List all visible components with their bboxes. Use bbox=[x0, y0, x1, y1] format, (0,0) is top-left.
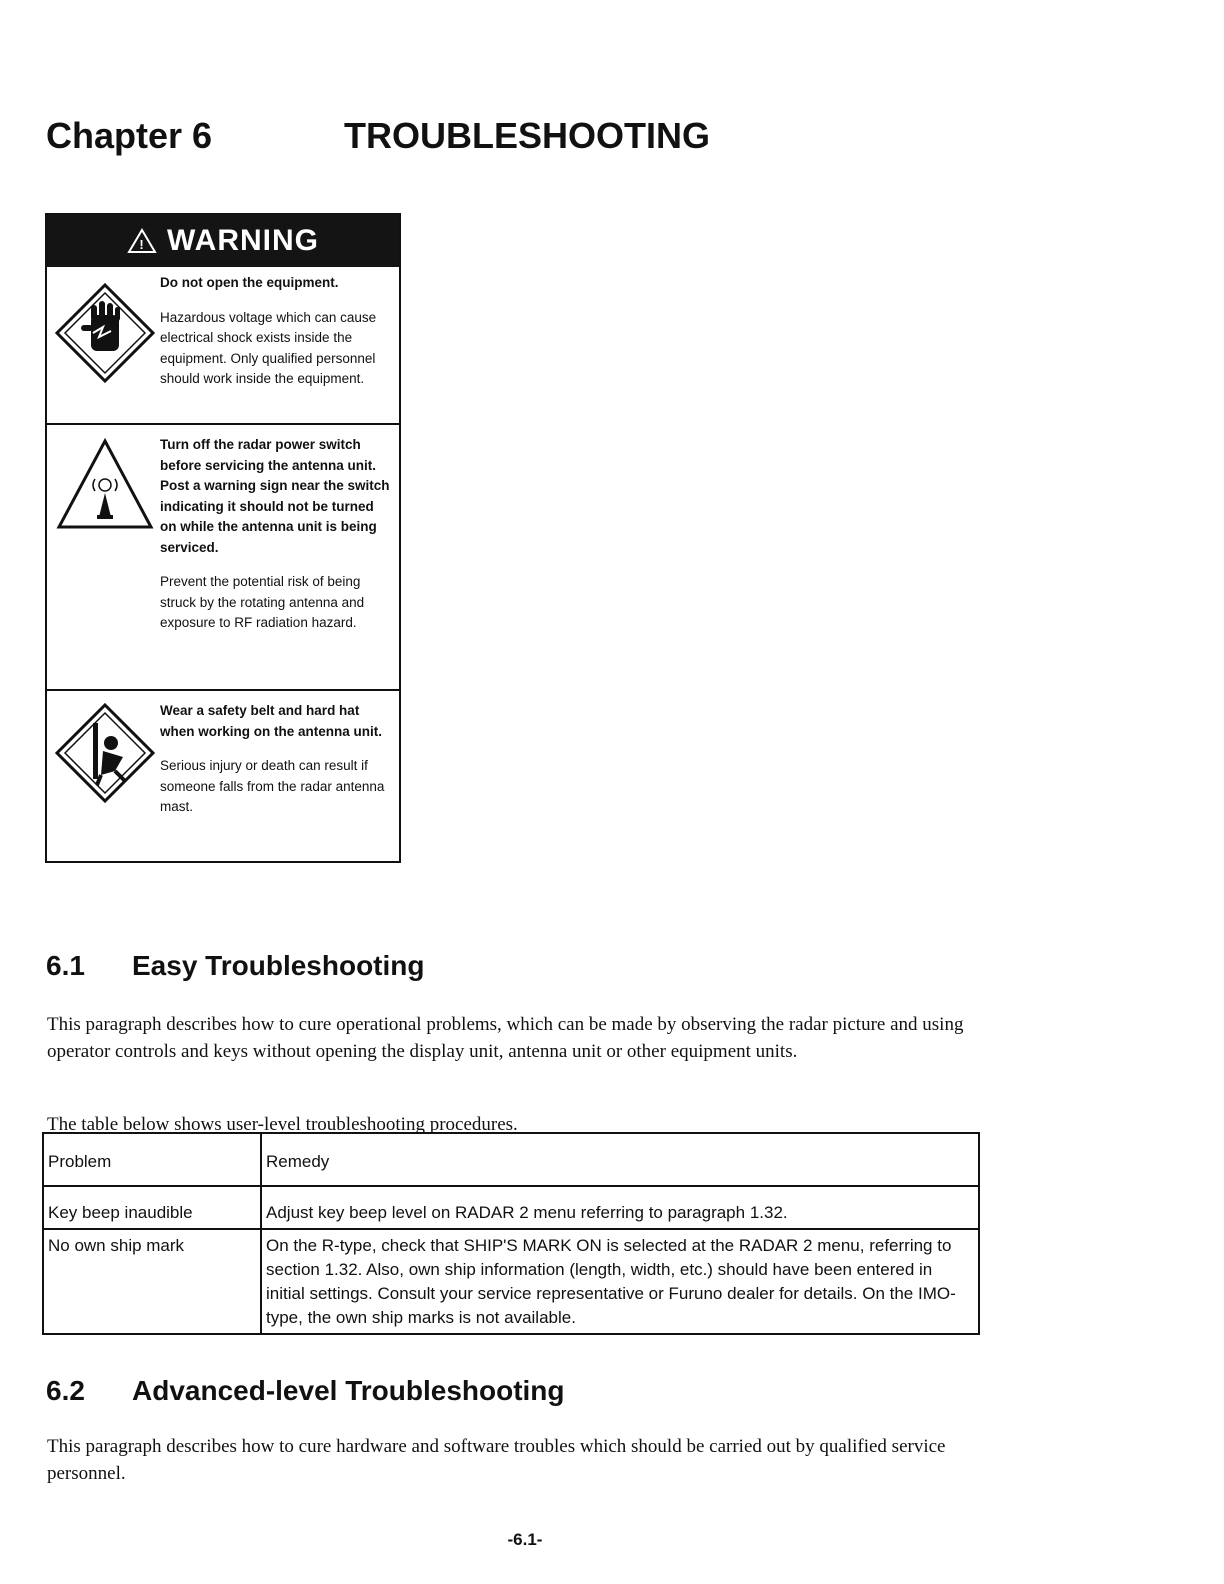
table-cell-problem: Key beep inaudible bbox=[43, 1186, 261, 1229]
table-header-cell: Remedy bbox=[261, 1133, 979, 1186]
table-header-row bbox=[43, 1133, 979, 1186]
section-6-1-paragraph: This paragraph describes how to cure operational problems, which can be made by observing the radar picture and using operator controls and keys without opening the display unit, antenna unit or other equipment units. bbox=[47, 1014, 964, 1062]
section-heading-6-1 bbox=[46, 950, 425, 982]
page-number: -6.1- bbox=[507, 1530, 543, 1549]
chapter-title: TROUBLESHOOTING bbox=[344, 115, 710, 156]
warning-emphasis: Do not open the equipment. bbox=[160, 275, 339, 290]
warning-emphasis: Wear a safety belt and hard hat when working on the antenna unit. bbox=[160, 703, 382, 739]
section-number: 6.1 bbox=[46, 950, 85, 981]
chapter-label: Chapter 6 bbox=[46, 115, 213, 156]
warning-header bbox=[47, 215, 399, 267]
hand-voltage-icon bbox=[53, 281, 157, 385]
table-header-cell: Problem bbox=[43, 1133, 261, 1186]
chapter-heading bbox=[46, 115, 710, 157]
warning-text-fall bbox=[160, 701, 393, 832]
table-cell-remedy: On the R-type, check that SHIP'S MARK ON is selected at the RADAR 2 menu, referring to section 1.32. Also, own ship information (length, width, etc.) should have been entered in initial settings. Consult your service representative or Furuno dealer for details. On the IMO-type, the own ship marks is not available. bbox=[261, 1229, 979, 1334]
warning-emphasis: Turn off the radar power switch before servicing the antenna unit. Post a warning sign near the switch indicating it should not be turned on while the antenna unit is being serviced. bbox=[160, 437, 390, 555]
troubleshooting-table bbox=[42, 1132, 980, 1335]
section-title: Advanced-level Troubleshooting bbox=[132, 1375, 565, 1406]
table-row bbox=[43, 1186, 979, 1229]
section-6-2-paragraph: This paragraph describes how to cure hardware and software troubles which should be carried out by qualified service personnel. bbox=[47, 1436, 946, 1484]
section-heading-6-2 bbox=[46, 1375, 565, 1407]
table-intro: The table below shows user-level troubleshooting procedures. bbox=[47, 1114, 518, 1135]
fall-hazard-icon bbox=[53, 701, 157, 805]
warning-detail: Hazardous voltage which can cause electrical shock exists inside the equipment. Only qualified personnel should work inside the equipment. bbox=[160, 309, 377, 386]
radiation-warning-icon bbox=[53, 435, 157, 535]
warning-title: WARNING bbox=[167, 224, 319, 257]
table-row bbox=[43, 1229, 979, 1334]
warning-box bbox=[45, 213, 401, 863]
section-title: Easy Troubleshooting bbox=[132, 950, 425, 981]
table-cell-problem: No own ship mark bbox=[43, 1229, 261, 1334]
warning-section-voltage bbox=[47, 267, 399, 425]
svg-text:!: ! bbox=[139, 237, 145, 252]
table-cell-remedy: Adjust key beep level on RADAR 2 menu referring to paragraph 1.32. bbox=[261, 1186, 979, 1229]
warning-text-voltage bbox=[160, 273, 393, 404]
section-number: 6.2 bbox=[46, 1375, 85, 1406]
warning-detail: Serious injury or death can result if someone falls from the radar antenna mast. bbox=[160, 758, 385, 814]
warning-section-fall bbox=[47, 691, 399, 861]
warning-triangle-icon bbox=[127, 228, 157, 254]
warning-section-radiation bbox=[47, 425, 399, 691]
warning-text-radiation bbox=[160, 435, 393, 648]
warning-detail: Prevent the potential risk of being struck by the rotating antenna and exposure to RF radiation hazard. bbox=[160, 574, 365, 630]
